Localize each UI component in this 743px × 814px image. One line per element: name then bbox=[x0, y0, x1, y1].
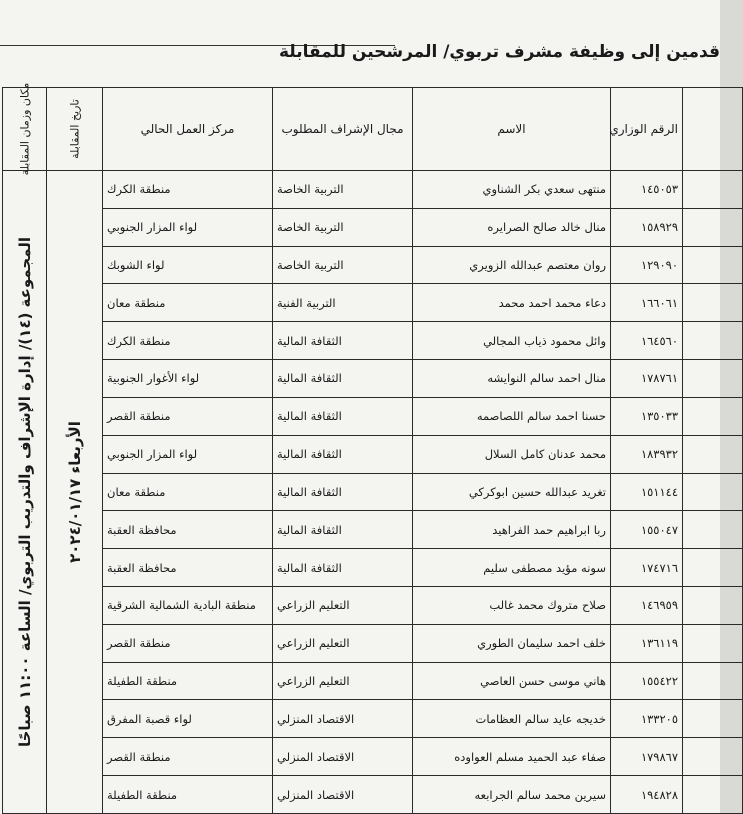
supervision-field-cell: الثقافة المالية bbox=[273, 473, 413, 511]
table-header-row bbox=[3, 88, 743, 171]
header-current-workplace: مركز العمل الحالي bbox=[103, 88, 273, 171]
page-title: قدمين إلى وظيفة مشرف تربوي/ المرشحين للمقابلة bbox=[279, 42, 720, 62]
table-row bbox=[3, 662, 743, 700]
ministry-number-cell: ١٤٥٠٥٣ bbox=[611, 171, 683, 209]
ministry-number-cell: ١٥١١٤٤ bbox=[611, 473, 683, 511]
current-workplace-cell: لواء المزار الجنوبي bbox=[103, 208, 273, 246]
table-row bbox=[3, 624, 743, 662]
header-ministry-number: الرقم الوزاري bbox=[611, 88, 683, 171]
ministry-number-cell: ١٧٤٧١٦ bbox=[611, 549, 683, 587]
table-row bbox=[3, 284, 743, 322]
row-index-cell bbox=[683, 511, 743, 549]
row-index-cell bbox=[683, 397, 743, 435]
interview-place-cell bbox=[3, 171, 47, 814]
name-cell: روان معتصم عبدالله الزويري bbox=[413, 246, 611, 284]
row-index-cell bbox=[683, 586, 743, 624]
row-index-cell bbox=[683, 360, 743, 398]
row-index-cell bbox=[683, 624, 743, 662]
row-index-cell bbox=[683, 473, 743, 511]
current-workplace-cell: منطقة الطفيلة bbox=[103, 776, 273, 814]
ministry-number-cell: ١٣٥٠٣٣ bbox=[611, 397, 683, 435]
current-workplace-cell: منطقة معان bbox=[103, 284, 273, 322]
name-cell: سونه مؤيد مصطفى سليم bbox=[413, 549, 611, 587]
name-cell: صلاح متروك محمد غالب bbox=[413, 586, 611, 624]
supervision-field-cell: الثقافة المالية bbox=[273, 360, 413, 398]
interview-place-text: المجموعة (١٤)/ إدارة الإشراف والتدريب التربوي/ الساعة ١١:٠٠ صباحًا bbox=[15, 236, 34, 748]
name-cell: دعاء محمد احمد محمد bbox=[413, 284, 611, 322]
row-index-cell bbox=[683, 208, 743, 246]
table-row bbox=[3, 700, 743, 738]
name-cell: محمد عدنان كامل السلال bbox=[413, 435, 611, 473]
name-cell: منتهى سعدي بكر الشناوي bbox=[413, 171, 611, 209]
current-workplace-cell: منطقة القصر bbox=[103, 624, 273, 662]
current-workplace-cell: منطقة القصر bbox=[103, 738, 273, 776]
name-cell: خديجه عايد سالم العظامات bbox=[413, 700, 611, 738]
supervision-field-cell: الثقافة المالية bbox=[273, 549, 413, 587]
name-cell: منال احمد سالم النوايشه bbox=[413, 360, 611, 398]
supervision-field-cell: التربية الخاصة bbox=[273, 208, 413, 246]
row-index-cell bbox=[683, 435, 743, 473]
ministry-number-cell: ١٤٦٩٥٩ bbox=[611, 586, 683, 624]
supervision-field-cell: الاقتصاد المنزلي bbox=[273, 738, 413, 776]
ministry-number-cell: ١٦٤٥٦٠ bbox=[611, 322, 683, 360]
ministry-number-cell: ١٧٩٨٦٧ bbox=[611, 738, 683, 776]
header-interview-date: تاريخ المقابلة bbox=[47, 88, 103, 171]
current-workplace-cell: منطقة الكرك bbox=[103, 171, 273, 209]
current-workplace-cell: لواء المزار الجنوبي bbox=[103, 435, 273, 473]
interview-date-cell bbox=[47, 171, 103, 814]
name-cell: خلف احمد سليمان الطوري bbox=[413, 624, 611, 662]
table-row bbox=[3, 586, 743, 624]
header-name: الاسم bbox=[413, 88, 611, 171]
ministry-number-cell: ١٢٩٠٩٠ bbox=[611, 246, 683, 284]
supervision-field-cell: التعليم الزراعي bbox=[273, 662, 413, 700]
table-row bbox=[3, 473, 743, 511]
name-cell: سيرين محمد سالم الجرابعه bbox=[413, 776, 611, 814]
header-supervision-field: مجال الإشراف المطلوب bbox=[273, 88, 413, 171]
row-index-cell bbox=[683, 246, 743, 284]
ministry-number-cell: ١٥٥٠٤٧ bbox=[611, 511, 683, 549]
candidates-table bbox=[2, 82, 743, 814]
current-workplace-cell: لواء الشوبك bbox=[103, 246, 273, 284]
header-index bbox=[683, 88, 743, 171]
ministry-number-cell: ١٣٦١١٩ bbox=[611, 624, 683, 662]
row-index-cell bbox=[683, 284, 743, 322]
ministry-number-cell: ١٥٨٩٢٩ bbox=[611, 208, 683, 246]
current-workplace-cell: لواء الأغوار الجنوبية bbox=[103, 360, 273, 398]
current-workplace-cell: منطقة الكرك bbox=[103, 322, 273, 360]
table-row bbox=[3, 549, 743, 587]
table-row bbox=[3, 360, 743, 398]
supervision-field-cell: الثقافة المالية bbox=[273, 322, 413, 360]
table-row bbox=[3, 776, 743, 814]
supervision-field-cell: الثقافة المالية bbox=[273, 397, 413, 435]
ministry-number-cell: ١٥٥٤٢٢ bbox=[611, 662, 683, 700]
name-cell: حسنا احمد سالم اللصاصمه bbox=[413, 397, 611, 435]
row-index-cell bbox=[683, 549, 743, 587]
current-workplace-cell: لواء قصبة المفرق bbox=[103, 700, 273, 738]
name-cell: ربا ابراهيم حمد الفراهيد bbox=[413, 511, 611, 549]
header-interview-place-time: مكان وزمان المقابلة bbox=[3, 88, 47, 171]
name-cell: صفاء عبد الحميد مسلم العواوده bbox=[413, 738, 611, 776]
row-index-cell bbox=[683, 738, 743, 776]
table-row bbox=[3, 171, 743, 209]
table-row bbox=[3, 322, 743, 360]
ministry-number-cell: ١٨٣٩٣٢ bbox=[611, 435, 683, 473]
supervision-field-cell: التعليم الزراعي bbox=[273, 624, 413, 662]
row-index-cell bbox=[683, 662, 743, 700]
supervision-field-cell: الاقتصاد المنزلي bbox=[273, 700, 413, 738]
row-index-cell bbox=[683, 171, 743, 209]
current-workplace-cell: منطقة البادية الشمالية الشرقية bbox=[103, 586, 273, 624]
table-row bbox=[3, 397, 743, 435]
supervision-field-cell: التربية الفنية bbox=[273, 284, 413, 322]
interview-date-text: الأربعاء ٢٠٢٤/٠١/١٧ bbox=[65, 421, 84, 563]
ministry-number-cell: ١٦٦٠٦١ bbox=[611, 284, 683, 322]
ministry-number-cell: ١٩٤٨٢٨ bbox=[611, 776, 683, 814]
current-workplace-cell: منطقة القصر bbox=[103, 397, 273, 435]
current-workplace-cell: منطقة الطفيلة bbox=[103, 662, 273, 700]
row-index-cell bbox=[683, 700, 743, 738]
ministry-number-cell: ١٧٨٧٦١ bbox=[611, 360, 683, 398]
current-workplace-cell: محافظة العقبة bbox=[103, 511, 273, 549]
supervision-field-cell: التربية الخاصة bbox=[273, 246, 413, 284]
table-row bbox=[3, 511, 743, 549]
supervision-field-cell: الثقافة المالية bbox=[273, 511, 413, 549]
table-row bbox=[3, 246, 743, 284]
table-row bbox=[3, 435, 743, 473]
table-row bbox=[3, 208, 743, 246]
name-cell: وائل محمود ذياب المجالي bbox=[413, 322, 611, 360]
current-workplace-cell: منطقة معان bbox=[103, 473, 273, 511]
supervision-field-cell: التعليم الزراعي bbox=[273, 586, 413, 624]
ministry-number-cell: ١٣٣٢٠٥ bbox=[611, 700, 683, 738]
supervision-field-cell: الثقافة المالية bbox=[273, 435, 413, 473]
row-index-cell bbox=[683, 776, 743, 814]
table-row bbox=[3, 738, 743, 776]
supervision-field-cell: التربية الخاصة bbox=[273, 171, 413, 209]
name-cell: هاني موسى حسن العاصي bbox=[413, 662, 611, 700]
name-cell: تغريد عبدالله حسين ابوكركي bbox=[413, 473, 611, 511]
current-workplace-cell: محافظة العقبة bbox=[103, 549, 273, 587]
supervision-field-cell: الاقتصاد المنزلي bbox=[273, 776, 413, 814]
row-index-cell bbox=[683, 322, 743, 360]
name-cell: منال خالد صالح الصرايره bbox=[413, 208, 611, 246]
